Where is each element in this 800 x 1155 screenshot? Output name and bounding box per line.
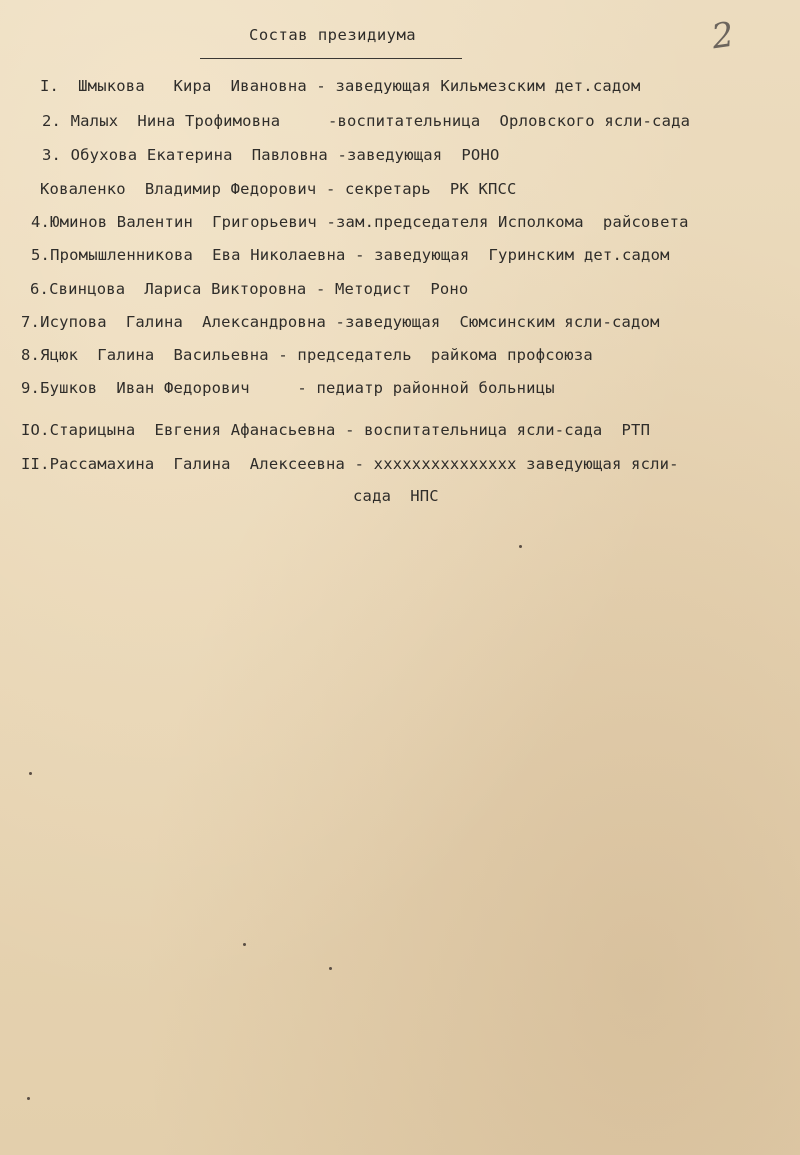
- list-item-5: 5.Промышленникова Ева Николаевна - заведующая Гуринским дет.садом: [31, 246, 670, 264]
- paper-speck: [329, 967, 332, 970]
- paper-speck: [27, 1097, 30, 1100]
- list-item-3-continued: Коваленко Владимир Федорович - секретарь РК КПСС: [40, 180, 517, 198]
- document-title: Состав президиума: [249, 26, 417, 44]
- list-item-11: II.Рассамахина Галина Алексеевна - xxxxxxxxxxxxxxx заведующая ясли-: [21, 455, 679, 473]
- list-item-9: 9.Бушков Иван Федорович - педиатр районной больницы: [21, 379, 555, 397]
- list-item-1: I. Шмыкова Кира Ивановна - заведующая Кильмезским дет.садом: [40, 77, 641, 95]
- list-item-7: 7.Исупова Галина Александровна -заведующая Сюмсинским ясли-садом: [21, 313, 660, 331]
- list-item-8: 8.Яцюк Галина Васильевна - председатель райкома профсоюза: [21, 346, 593, 364]
- handwritten-page-number: 2: [709, 14, 737, 58]
- title-underline: [200, 58, 462, 59]
- list-item-10: IO.Старицына Евгения Афанасьевна - воспитательница ясли-сада РТП: [21, 421, 651, 439]
- paper-speck: [519, 545, 522, 548]
- list-item-2: 2. Малых Нина Трофимовна -воспитательница Орловского ясли-сада: [42, 112, 691, 130]
- paper-speck: [243, 943, 246, 946]
- list-item-3: 3. Обухова Екатерина Павловна -заведующая РОНО: [42, 146, 500, 164]
- list-item-6: 6.Свинцова Лариса Викторовна - Методист Роно: [30, 280, 469, 298]
- list-item-11-continued: сада НПС: [353, 487, 439, 505]
- paper-speck: [29, 772, 32, 775]
- list-item-4: 4.Юминов Валентин Григорьевич -зам.председателя Исполкома райсовета: [31, 213, 689, 231]
